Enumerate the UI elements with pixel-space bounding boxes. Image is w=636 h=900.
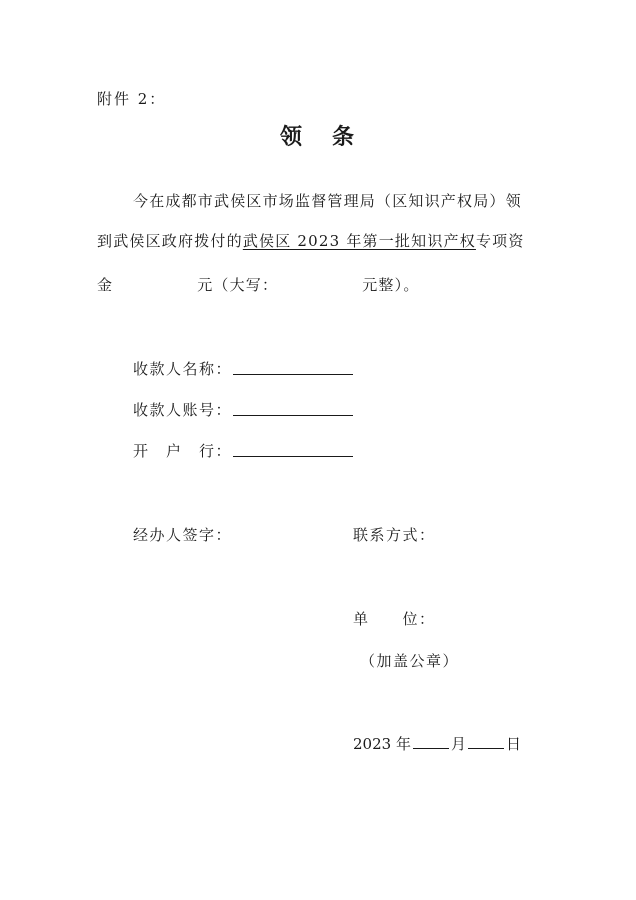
unit-label: 单 位： <box>353 610 436 628</box>
bank-field[interactable] <box>233 456 353 457</box>
body-line-3 <box>97 274 420 295</box>
month-blank[interactable] <box>413 734 449 749</box>
body-line-2 <box>97 230 525 251</box>
body-line-1: 今在成都市武侯区市场监督管理局（区知识产权局）领 <box>133 192 522 210</box>
date-line <box>353 733 521 754</box>
title-char-1: 领 <box>279 125 304 150</box>
payee-name-field[interactable] <box>233 374 353 375</box>
page-title <box>0 120 636 151</box>
contact-label: 联系方式： <box>353 526 436 544</box>
date-year: 2023 年 <box>353 735 411 753</box>
amount-prefix: 金 <box>97 276 114 294</box>
payee-account-field[interactable] <box>233 415 353 416</box>
title-char-2: 条 <box>332 125 357 150</box>
body-line-2-suffix: 专项资 <box>475 232 525 250</box>
payee-account-label: 收款人账号： <box>133 401 233 419</box>
attachment-label: 附件 2： <box>97 90 167 108</box>
project-name: 武侯区 2023 年第一批知识产权 <box>242 232 476 250</box>
amount-uppercase-label: 元（大写： <box>197 276 279 294</box>
handler-signature-label: 经办人签字： <box>133 526 233 544</box>
date-month: 月 <box>450 735 466 753</box>
seal-note: （加盖公章） <box>360 652 460 670</box>
payee-name-label: 收款人名称： <box>133 360 233 378</box>
date-day: 日 <box>505 735 521 753</box>
amount-suffix: 元整）。 <box>362 276 420 294</box>
bank-label: 开 户 行： <box>133 442 233 460</box>
body-line-2-prefix: 到武侯区政府拨付的 <box>97 232 243 250</box>
day-blank[interactable] <box>468 734 504 749</box>
